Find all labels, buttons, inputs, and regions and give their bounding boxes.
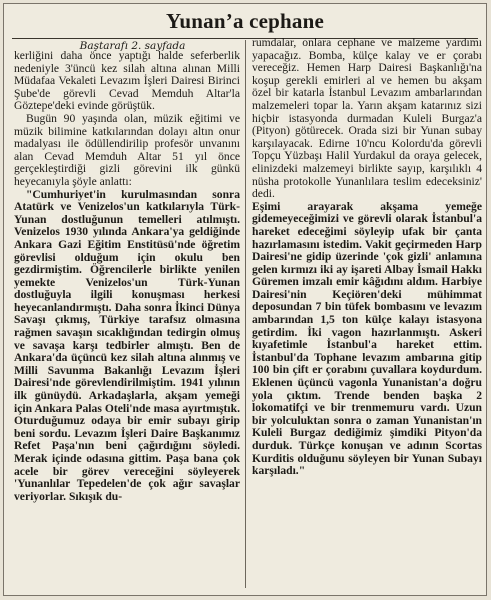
paragraph-orders: rumdalar, onlara cephane ve malzeme yardımı yapacağız. Bomba, külçe kalay ve er çorabı vereceğiz. Hemen Harp Dairesi Başkanlığı'na koşup gerekli emirleri al ve hemen bu akşam özel bir katarla İstanbul Levazım ambarlarından malzemeleri topar la. Yarın akşam katarınız sizi hiçbir istasyonda durmadan Kuleli Burgaz'a (Pityon) götürecek. Orada sizi bir Yunan subay karşılayacak. Edirne 10'ncu Kolordu'da görevli Topçu Yüzbaşı Halil Yurdakul da oraya gelecek, elinizdeki malzemeyi birlikte sayıp, karşılıklı 4 nüsha protokolle Yunanlılara teslim edeceksiniz' dedi.	[252, 36, 482, 201]
newspaper-clipping	[3, 3, 487, 596]
paragraph-profile: Bugün 90 yaşında olan, müzik eğitimi ve müzik bilimine katkılarından dolayı altın onur madalyası ile ödüllendirilip profesör unvanını alan Cevad Memduh Altar 51 yıl önce gerçekleştirdiği gizli görevini ilk günkü heyecanıyla şöyle anlattı:	[14, 111, 240, 188]
left-column	[14, 50, 240, 503]
column-divider	[245, 40, 246, 588]
paragraph-quote: "Cumhuriyet'in kurulmasından sonra Atatürk ve Venizelos'un katkılarıyla Türk-Yunan dostluğunun temelleri atılmıştı. Venizelos 1930 yılında Ankara'ya geldiğinde Ankara Gazi Eğitim Enstitüsü'nde öğretim görevlisi olduğum için okulu ben gezdirmiştim. Öğrencilerle birlikte yenilen yemekte Venizelos'un Türk-Yunan dostluğuyla ilgili konuşması herkesi heyecanlandırmıştı. Daha sonra İkinci Dünya Savaşı çıkmış, Türkiye tarafsız olmasına rağmen savaşın sıcaklığından tedirgin olmuş ve savaşa karşı tedbirler almıştı. Ben de Ankara'da üçüncü kez silah altına alınmış ve Milli Savunma Bakanlığı Levazım İşleri Dairesi'nde görevlendirilmiştim. 1941 yılının ilk günüydü. Arkadaşlarla, akşam yemeği için Ankara Palas Oteli'nde masa ayırtmıştık. Oturduğumuz odaya bir emir subayı girip beni sordu. Levazım İşleri Daire Başkanımız Refet Paşa'nın beni çağırdığını söyledi. Merak içinde odasına gittim. Paşa bana çok acele bir görev vereceğini söyleyerek 'Yunanlılar Tepedelen'de çok ağır savaşlar veriyorlar. Sıkışık du-	[14, 187, 240, 503]
right-column	[252, 37, 482, 478]
paragraph-intro: kerliğini daha önce yaptığı halde seferberlik nedeniyle 3'üncü kez silah altına alınan Milli Müdafaa Vekaleti Levazım İşleri Dairesi Birinci Şube'de görevli Cevad Memduh Altar'la Göztepe'deki evinde görüştük.	[14, 49, 240, 113]
continued-from-note: Baştarafı 2. sayfada	[79, 40, 186, 52]
paragraph-journey: Eşimi arayarak akşama yemeğe gidemeyeceğimizi ve görevli olarak İstanbul'a hareket edeceğimi söyleyip ufak bir çanta hazırlamasını istedim. Vakit geçirmeden Harp Dairesi'ne gidip üzerinde 'çok gizli' anlamına gelen kırmızı iki ay işareti Albay İsmail Hakkı Güremen imzalı emir kâğıdını aldım. Harbiye Dairesi'nin Keçiören'deki mühimmat deposundan 7 bin tüfek bombasını ve levazım ambarından 1,5 ton külçe kalayı istasyona getirdim. İki vagon hazırlanmıştı. Askeri kıyafetimle İstanbul'a hareket ettim. İstanbul'da Tophane levazım ambarına gitip 100 bin çift er çorabını çuvallara koydurdum. Eklenen üçüncü vagonla Yunanistan'a doğru yola çıktım. Trende benden başka 2 lokomatifçi ve bir trenmemuru vardı. Uzun bir yolculuktan sonra o zaman Yunanistan'ın Kuleli Burgaz dediğimiz şimdiki Pityon'da durduk. Türkçe konuşan ve adının Scortas Kurditis olduğunu söyleyen bir Yunan Subayı karşıladı."	[252, 199, 482, 478]
article-title: Yunan’a cephane	[165, 9, 325, 33]
